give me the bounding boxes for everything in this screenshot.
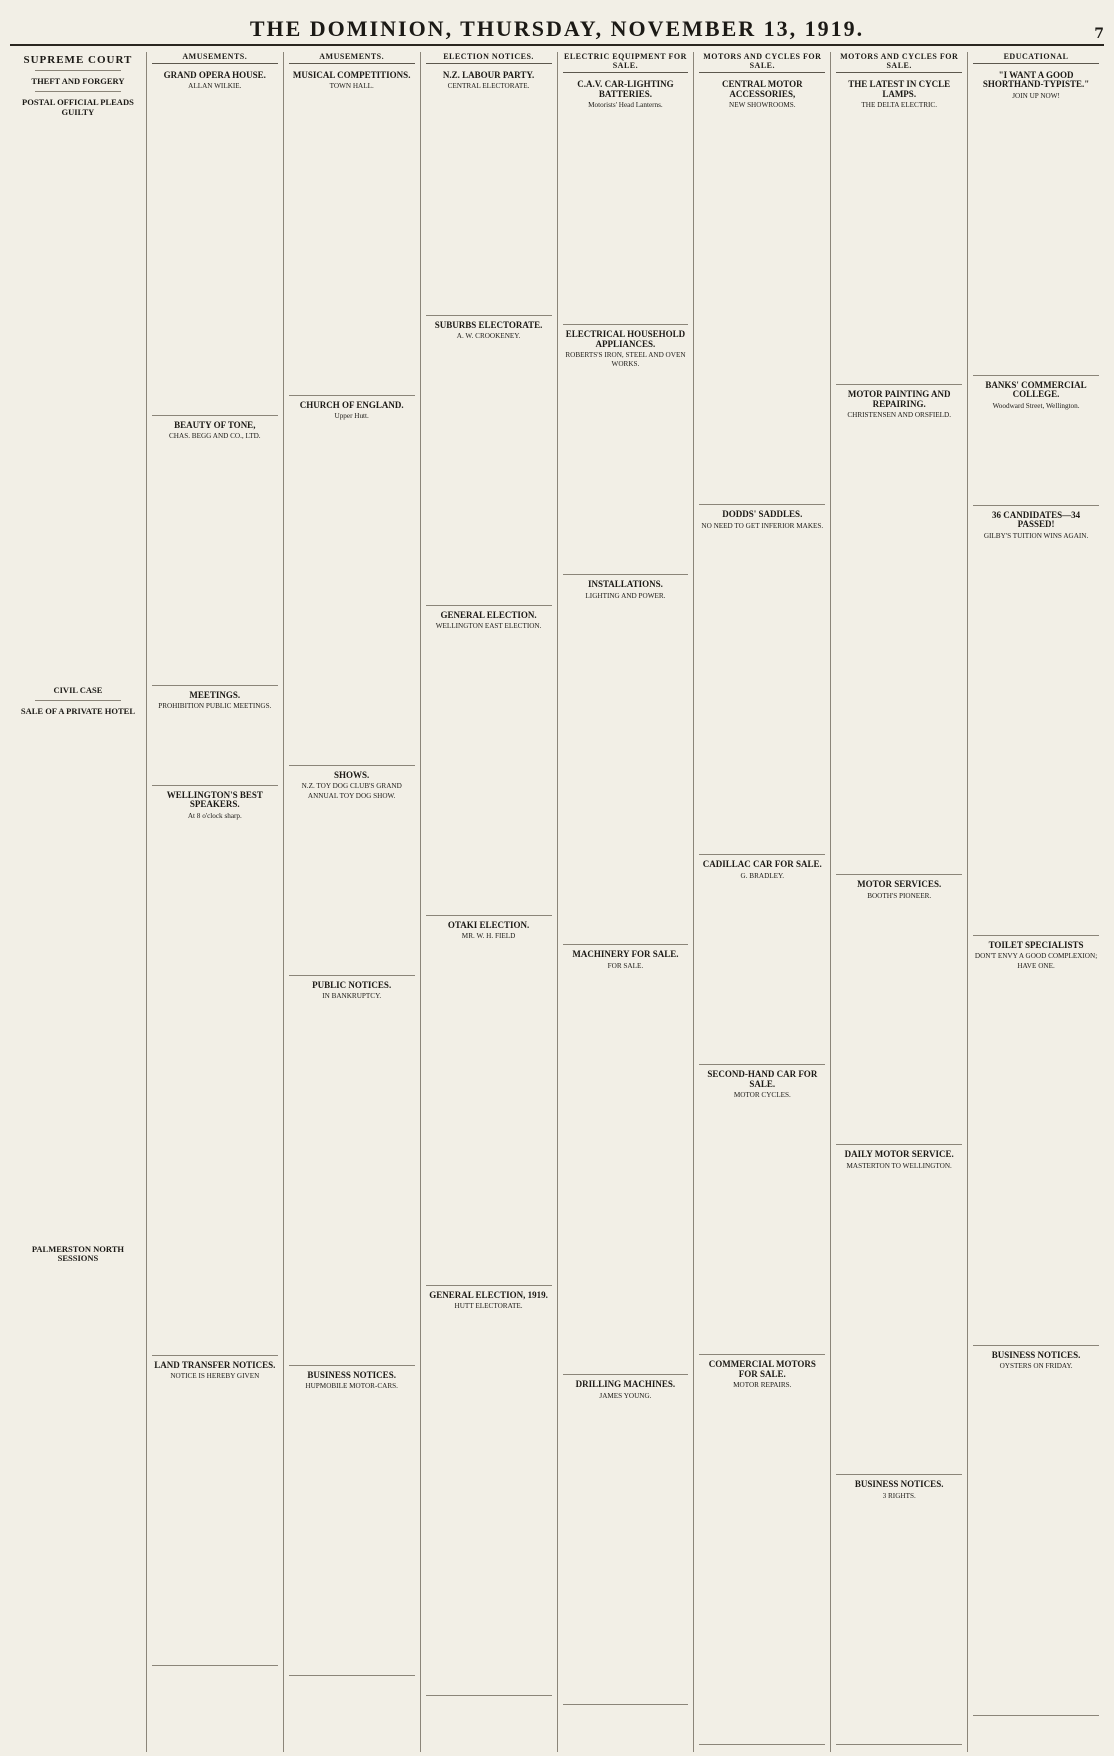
- article-body: [15, 719, 141, 1239]
- ad-title: MUSICAL COMPETITIONS.: [292, 70, 411, 81]
- ad-title: TOILET SPECIALISTS: [988, 940, 1084, 951]
- ad-text: FOR SALE.: [607, 961, 644, 970]
- ad-text: A. W. CROOKENEY.: [456, 332, 521, 341]
- advertisement: [836, 877, 962, 1145]
- column-motors-cycles-1: [694, 52, 831, 1752]
- ad-title: GRAND OPERA HOUSE.: [163, 70, 266, 81]
- advertisement: [152, 418, 278, 686]
- advertisement: [426, 918, 552, 1286]
- section-title: SALE OF A PRIVATE HOTEL: [20, 706, 136, 717]
- ad-text: ALLAN WILKIE.: [188, 82, 242, 91]
- advertisement: [836, 77, 962, 385]
- ad-title: OTAKI ELECTION.: [447, 920, 530, 931]
- ad-text: At 8 o'clock sharp.: [187, 811, 242, 820]
- advertisement: [699, 1067, 825, 1355]
- ad-text: CHRISTENSEN AND ORSFIELD.: [847, 410, 951, 419]
- ad-text: CHAS. BEGG AND CO., LTD.: [169, 432, 261, 441]
- ad-text: HUPMOBILE MOTOR-CARS.: [305, 1382, 398, 1391]
- column-heading: ELECTRIC EQUIPMENT FOR SALE.: [563, 52, 689, 73]
- advertisement: [426, 318, 552, 606]
- advertisement: [289, 978, 415, 1366]
- column-heading: AMUSEMENTS.: [289, 52, 415, 64]
- advertisement: [973, 1348, 1099, 1716]
- advertisement: [699, 857, 825, 1065]
- advertisement: [973, 68, 1099, 376]
- column-election-notices: [421, 52, 558, 1752]
- ad-title: MEETINGS.: [189, 690, 241, 701]
- ad-text: OYSTERS ON FRIDAY.: [999, 1362, 1073, 1371]
- ad-title: 36 CANDIDATES—34 PASSED!: [992, 510, 1081, 530]
- ad-text: ROBERTS'S IRON, STEEL AND OVEN WORKS.: [565, 350, 686, 369]
- advertisement: [563, 77, 689, 325]
- ad-title: THE LATEST IN CYCLE LAMPS.: [848, 79, 951, 99]
- page-number: 7: [1094, 26, 1104, 42]
- column-supreme-court: [10, 52, 147, 1752]
- advertisement: [836, 387, 962, 875]
- ad-text: MR. W. H. FIELD: [461, 932, 516, 941]
- ad-title: MOTOR PAINTING AND REPAIRING.: [847, 389, 951, 409]
- section-title: THEFT AND FORGERY: [31, 76, 125, 87]
- ad-title: ELECTRICAL HOUSEHOLD APPLIANCES.: [565, 329, 686, 349]
- ad-text: TOWN HALL.: [329, 82, 374, 91]
- advertisement: [289, 768, 415, 976]
- ad-text: G. BRADLEY.: [740, 871, 785, 880]
- article-body: [15, 120, 141, 680]
- ad-text: Upper Hutt.: [334, 412, 369, 421]
- advertisement: [563, 1377, 689, 1705]
- ad-text: IN BANKRUPTCY.: [322, 992, 382, 1001]
- ad-text: CENTRAL ELECTORATE.: [447, 82, 530, 91]
- advertisement: [973, 508, 1099, 936]
- column-motors-cycles-2: [831, 52, 968, 1752]
- ad-title: LAND TRANSFER NOTICES.: [154, 1360, 276, 1371]
- advertisement: [699, 1357, 825, 1745]
- ad-title: BUSINESS NOTICES.: [307, 1370, 396, 1381]
- advertisement: [973, 378, 1099, 506]
- ad-text: N.Z. TOY DOG CLUB'S GRAND ANNUAL TOY DOG SHOW.: [301, 782, 402, 800]
- ad-title: CENTRAL MOTOR ACCESSORIES,: [722, 79, 803, 99]
- advertisement: [699, 77, 825, 505]
- ad-text: NEW SHOWROOMS.: [729, 100, 796, 109]
- ad-title: BEAUTY OF TONE,: [174, 420, 256, 431]
- ad-title: DRILLING MACHINES.: [575, 1379, 676, 1390]
- ad-title: INSTALLATIONS.: [587, 579, 663, 590]
- ad-text: JAMES YOUNG.: [599, 1391, 652, 1400]
- section-title: POSTAL OFFICIAL PLEADS GUILTY: [22, 97, 134, 117]
- ad-title: COMMERCIAL MOTORS FOR SALE.: [708, 1359, 816, 1379]
- column-heading: MOTORS AND CYCLES FOR SALE.: [836, 52, 962, 73]
- section-title: CIVIL CASE: [53, 684, 103, 695]
- column-educational: [968, 52, 1104, 1752]
- ad-title: BANKS' COMMERCIAL COLLEGE.: [985, 380, 1087, 400]
- ad-text: DON'T ENVY A GOOD COMPLEXION; HAVE ONE.: [974, 952, 1098, 970]
- advertisement: [973, 938, 1099, 1346]
- column-amusements-2: [284, 52, 421, 1752]
- advertisement: [289, 398, 415, 766]
- ad-title: DAILY MOTOR SERVICE.: [844, 1149, 954, 1160]
- ad-title: BUSINESS NOTICES.: [854, 1479, 944, 1490]
- column-heading: MOTORS AND CYCLES FOR SALE.: [699, 52, 825, 73]
- advertisement: [289, 1368, 415, 1676]
- ad-text: THE DELTA ELECTRIC.: [861, 100, 937, 109]
- ad-title: SHOWS.: [334, 770, 370, 781]
- ad-text: MOTOR REPAIRS.: [733, 1380, 792, 1389]
- article-body: [15, 1267, 141, 1567]
- advertisement: [836, 1477, 962, 1745]
- advertisement: [152, 688, 278, 786]
- advertisement: [152, 68, 278, 416]
- advertisement: [426, 1288, 552, 1696]
- ad-title: MOTOR SERVICES.: [857, 879, 942, 890]
- column-heading: AMUSEMENTS.: [152, 52, 278, 64]
- advertisement: [152, 788, 278, 1356]
- ad-title: WELLINGTON'S BEST SPEAKERS.: [166, 790, 263, 810]
- ad-text: MOTOR CYCLES.: [733, 1090, 791, 1099]
- ad-title: C.A.V. CAR-LIGHTING BATTERIES.: [577, 79, 674, 99]
- advertisement: [563, 947, 689, 1375]
- advertisement: [563, 327, 689, 575]
- column-amusements-1: [147, 52, 284, 1752]
- ad-text: BOOTH'S PIONEER.: [867, 891, 932, 900]
- ad-text: HUTT ELECTORATE.: [454, 1302, 523, 1311]
- ad-text: GILBY'S TUITION WINS AGAIN.: [983, 531, 1089, 540]
- ad-text: NO NEED TO GET INFERIOR MAKES.: [701, 521, 824, 530]
- ad-text: Motorists' Head Lanterns.: [588, 100, 663, 109]
- ad-title: CADILLAC CAR FOR SALE.: [702, 859, 822, 870]
- newspaper-title: THE DOMINION, THURSDAY, NOVEMBER 13, 1919.: [249, 16, 865, 41]
- ad-title: BUSINESS NOTICES.: [991, 1350, 1081, 1361]
- advertisement: [289, 68, 415, 396]
- advertisement: [836, 1147, 962, 1475]
- advertisement: [426, 68, 552, 316]
- column-heading: ELECTION NOTICES.: [426, 52, 552, 64]
- ad-title: "I WANT A GOOD SHORTHAND-TYPISTE.": [982, 70, 1090, 90]
- advertisement: [152, 1358, 278, 1666]
- ad-text: LIGHTING AND POWER.: [585, 591, 666, 600]
- ad-title: MACHINERY FOR SALE.: [572, 949, 679, 960]
- ad-title: PUBLIC NOTICES.: [312, 980, 392, 991]
- ad-text: JOIN UP NOW!: [1012, 91, 1060, 100]
- ad-title: GENERAL ELECTION, 1919.: [429, 1290, 548, 1301]
- column-heading: SUPREME COURT: [23, 54, 133, 66]
- ad-text: MASTERTON TO WELLINGTON.: [846, 1161, 952, 1170]
- ad-title: N.Z. LABOUR PARTY.: [442, 70, 535, 81]
- ad-title: SUBURBS ELECTORATE.: [434, 320, 543, 331]
- advertisement: [699, 507, 825, 855]
- column-electric-equipment: [558, 52, 695, 1752]
- ad-text: Woodward Street, Wellington.: [992, 401, 1080, 410]
- columns-container: [10, 52, 1104, 1752]
- ad-title: SECOND-HAND CAR FOR SALE.: [707, 1069, 818, 1089]
- ad-text: PROHIBITION PUBLIC MEETINGS.: [158, 702, 272, 711]
- masthead: [10, 8, 1104, 46]
- ad-text: WELLINGTON EAST ELECTION.: [435, 622, 542, 631]
- ad-title: GENERAL ELECTION.: [440, 610, 537, 621]
- ad-text: 3 RIGHTS.: [882, 1491, 916, 1500]
- column-heading: EDUCATIONAL: [973, 52, 1099, 64]
- ad-title: CHURCH OF ENGLAND.: [299, 400, 404, 411]
- ad-title: DODDS' SADDLES.: [722, 509, 803, 520]
- ad-text: NOTICE IS HEREBY GIVEN: [170, 1372, 260, 1381]
- advertisement: [426, 608, 552, 916]
- section-title: PALMERSTON NORTH SESSIONS: [31, 1244, 125, 1264]
- advertisement: [563, 577, 689, 945]
